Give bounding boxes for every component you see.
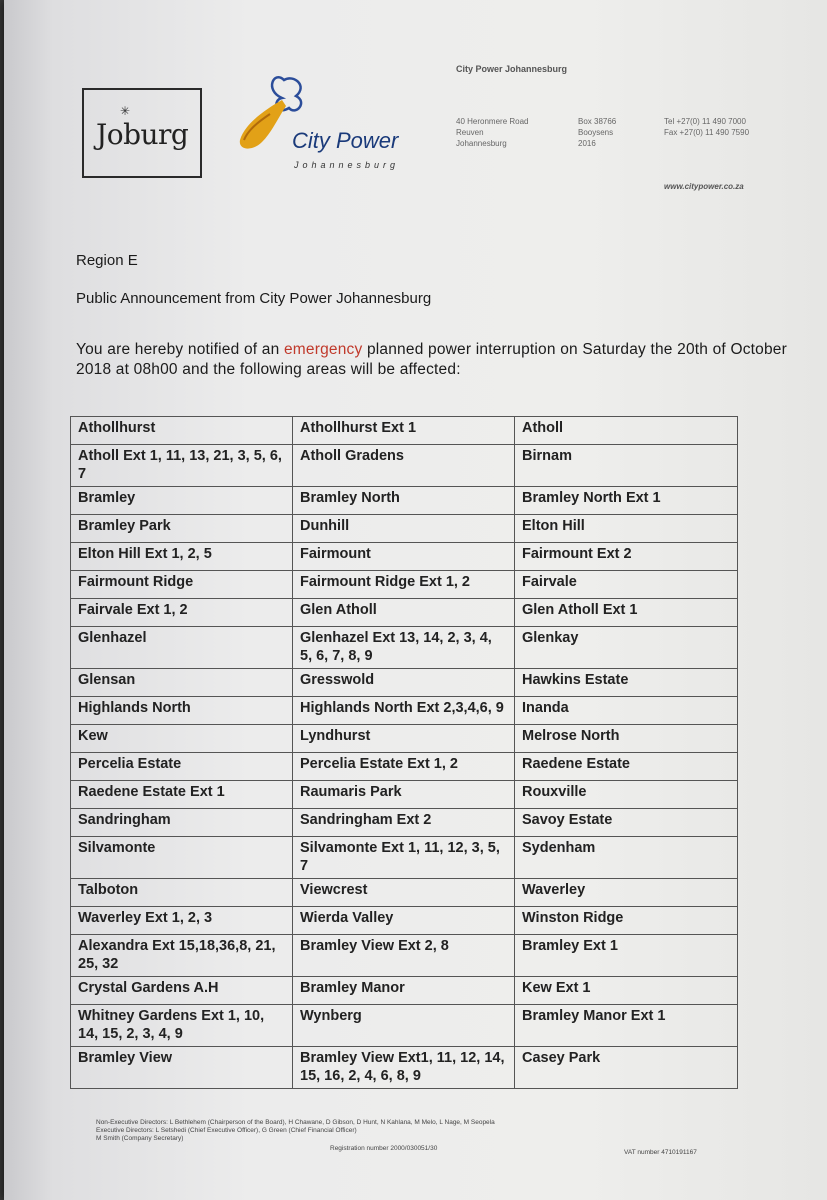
company-address: 40 Heronmere Road Reuven Johannesburg xyxy=(456,117,529,148)
table-row xyxy=(71,697,738,725)
joburg-logo xyxy=(82,88,202,178)
table-row xyxy=(71,753,738,781)
area-cell: Hawkins Estate xyxy=(515,669,738,697)
region-label: Region E xyxy=(76,252,138,269)
table-row xyxy=(71,487,738,515)
table-row xyxy=(71,935,738,977)
area-cell: Glen Atholl Ext 1 xyxy=(515,599,738,627)
area-cell: Viewcrest xyxy=(293,879,515,907)
area-cell: Atholl Gradens xyxy=(293,445,515,487)
footer-registration: Registration number 2000/030051/30 xyxy=(330,1145,438,1152)
document-page xyxy=(4,0,827,1200)
table-row xyxy=(71,599,738,627)
emergency-highlight: emergency xyxy=(283,341,363,358)
area-cell: Atholl xyxy=(515,417,738,445)
area-cell: Inanda xyxy=(515,697,738,725)
area-cell: Sandringham Ext 2 xyxy=(293,809,515,837)
footer-exec-directors: Executive Directors: L Setshedi (Chief Executive Officer), G Green (Chief Financial Officer) xyxy=(96,1127,357,1134)
company-phone: Tel +27(0) 11 490 7000 Fax +27(0) 11 490 7590 xyxy=(664,117,750,137)
area-cell: Elton Hill Ext 1, 2, 5 xyxy=(71,543,293,571)
area-cell: Crystal Gardens A.H xyxy=(71,977,293,1005)
area-cell: Waverley Ext 1, 2, 3 xyxy=(71,907,293,935)
area-cell: Kew xyxy=(71,725,293,753)
announcement-heading: Public Announcement from City Power Johannesburg xyxy=(76,290,432,307)
footer-vat: VAT number 4710191167 xyxy=(624,1149,697,1156)
area-cell: Gresswold xyxy=(293,669,515,697)
area-cell: Glen Atholl xyxy=(293,599,515,627)
table-row xyxy=(71,837,738,879)
table-row xyxy=(71,977,738,1005)
table-row xyxy=(71,907,738,935)
area-cell: Raedene Estate xyxy=(515,753,738,781)
table-row xyxy=(71,809,738,837)
table-row xyxy=(71,417,738,445)
table-row xyxy=(71,1005,738,1047)
area-cell: Bramley North Ext 1 xyxy=(515,487,738,515)
city-power-name: City Power xyxy=(292,128,399,153)
area-cell: Savoy Estate xyxy=(515,809,738,837)
area-cell: Glenkay xyxy=(515,627,738,669)
notice-paragraph: You are hereby notified of an emergency planned power interruption on Saturday the 20th of October 2018 at 08h00 and the following areas will be affected: xyxy=(76,341,787,378)
area-cell: Athollhurst xyxy=(71,417,293,445)
area-cell: Alexandra Ext 15,18,36,8, 21, 25, 32 xyxy=(71,935,293,977)
table-row xyxy=(71,445,738,487)
table-row xyxy=(71,571,738,599)
area-cell: Raumaris Park xyxy=(293,781,515,809)
company-website: www.citypower.co.za xyxy=(664,182,744,191)
area-cell: Fairmount Ridge Ext 1, 2 xyxy=(293,571,515,599)
area-cell: Bramley Manor xyxy=(293,977,515,1005)
area-cell: Percelia Estate xyxy=(71,753,293,781)
area-cell: Silvamonte Ext 1, 11, 12, 3, 5, 7 xyxy=(293,837,515,879)
area-cell: Wynberg xyxy=(293,1005,515,1047)
joburg-logo-text: Joburg xyxy=(96,118,189,151)
affected-areas-table xyxy=(70,416,738,1089)
area-cell: Bramley xyxy=(71,487,293,515)
area-cell: Kew Ext 1 xyxy=(515,977,738,1005)
area-cell: Fairmount Ext 2 xyxy=(515,543,738,571)
table-row xyxy=(71,669,738,697)
area-cell: Highlands North xyxy=(71,697,293,725)
area-cell: Waverley xyxy=(515,879,738,907)
area-cell: Bramley Manor Ext 1 xyxy=(515,1005,738,1047)
area-cell: Talboton xyxy=(71,879,293,907)
area-cell: Fairmount Ridge xyxy=(71,571,293,599)
table-row xyxy=(71,543,738,571)
area-cell: Casey Park xyxy=(515,1047,738,1089)
area-cell: Glenhazel Ext 13, 14, 2, 3, 4, 5, 6, 7, 8, 9 xyxy=(293,627,515,669)
table-row xyxy=(71,879,738,907)
area-cell: Fairvale Ext 1, 2 xyxy=(71,599,293,627)
footer-non-exec-directors: Non-Executive Directors: L Bethlehem (Chairperson of the Board), H Chawane, D Gibson, D Hunt, N Kahlana, M Melo, L Nage, M Seopela xyxy=(96,1119,495,1126)
company-title: City Power Johannesburg xyxy=(456,64,568,74)
area-cell: Silvamonte xyxy=(71,837,293,879)
area-cell: Sydenham xyxy=(515,837,738,879)
table-row xyxy=(71,627,738,669)
area-cell: Glensan xyxy=(71,669,293,697)
area-cell: Winston Ridge xyxy=(515,907,738,935)
table-row xyxy=(71,515,738,543)
area-cell: Birnam xyxy=(515,445,738,487)
table-row xyxy=(71,725,738,753)
area-cell: Bramley Park xyxy=(71,515,293,543)
area-cell: Highlands North Ext 2,3,4,6, 9 xyxy=(293,697,515,725)
area-cell: Fairvale xyxy=(515,571,738,599)
area-cell: Fairmount xyxy=(293,543,515,571)
area-cell: Bramley Ext 1 xyxy=(515,935,738,977)
table-row xyxy=(71,781,738,809)
area-cell: Whitney Gardens Ext 1, 10, 14, 15, 2, 3, 4, 9 xyxy=(71,1005,293,1047)
area-cell: Sandringham xyxy=(71,809,293,837)
table-row xyxy=(71,1047,738,1089)
area-cell: Bramley View xyxy=(71,1047,293,1089)
area-cell: Lyndhurst xyxy=(293,725,515,753)
area-cell: Raedene Estate Ext 1 xyxy=(71,781,293,809)
area-cell: Elton Hill xyxy=(515,515,738,543)
area-cell: Athollhurst Ext 1 xyxy=(293,417,515,445)
company-postal-box: Box 38766 Booysens 2016 xyxy=(578,117,617,148)
city-power-subtitle: Johannesburg xyxy=(294,160,400,170)
area-cell: Percelia Estate Ext 1, 2 xyxy=(293,753,515,781)
area-cell: Rouxville xyxy=(515,781,738,809)
area-cell: Glenhazel xyxy=(71,627,293,669)
area-cell: Atholl Ext 1, 11, 13, 21, 3, 5, 6, 7 xyxy=(71,445,293,487)
area-cell: Melrose North xyxy=(515,725,738,753)
area-cell: Bramley North xyxy=(293,487,515,515)
area-cell: Bramley View Ext1, 11, 12, 14, 15, 16, 2, 4, 6, 8, 9 xyxy=(293,1047,515,1089)
area-cell: Dunhill xyxy=(293,515,515,543)
area-cell: Bramley View Ext 2, 8 xyxy=(293,935,515,977)
area-cell: Wierda Valley xyxy=(293,907,515,935)
footer-company-secretary: M Smith (Company Secretary) xyxy=(96,1135,184,1142)
joburg-sun-icon: ✳ xyxy=(120,104,131,118)
